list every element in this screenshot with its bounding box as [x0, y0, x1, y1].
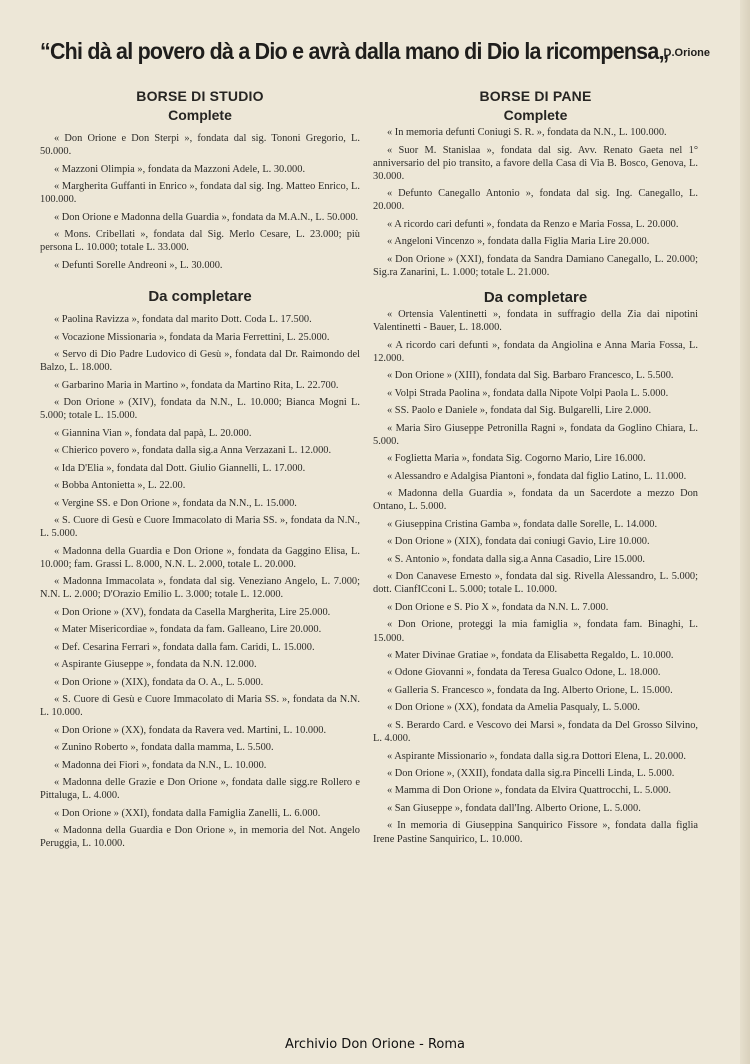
list-item: « Giannina Vian », fondata dal papà, L. 20.000. — [54, 427, 252, 439]
list-item: « Don Orione » (XIV), fondata da N.N., L. 10.000; Bianca Mogni L. 5.000; totale L. 15.000. — [40, 397, 360, 422]
list-item: « Maria Siro Giuseppe Petronilla Ragni », fondata da Goglino Chiara, L. 5.000. — [373, 422, 698, 447]
list-item: « Mazzoni Olimpia », fondata da Mazzoni Adele, L. 30.000. — [54, 163, 306, 175]
list-item: « Madonna della Guardia e Don Orione », fondata da Gaggino Elisa, L. 10.000; fam. Grassi L. 8.000, N.N. L. 2.000, totale L. 20.000. — [40, 545, 360, 570]
column-borse-di-pane — [373, 86, 698, 850]
list-item: « Giuseppina Cristina Gamba », fondata dalle Sorelle, L. 14.000. — [387, 518, 658, 530]
list-item: « Don Orione » (XIX), fondata dai coniugi Gavio, Lire 10.000. — [387, 536, 650, 548]
list-item: « San Giuseppe », fondata dall'Ing. Alberto Orione, L. 5.000. — [387, 802, 641, 814]
list-item: « Margherita Guffanti in Enrico », fondata dal sig. Ing. Matteo Enrico, L. 100.000. — [40, 181, 360, 206]
archive-footer: Archivio Don Orione - Roma — [284, 1037, 466, 1052]
list-item: « Don Orione, proteggi la mia famiglia », fondata fam. Binaghi, L. 15.000. — [373, 619, 698, 644]
list-item: « S. Antonio », fondata dalla sig.a Anna Casadio, Lire 15.000. — [387, 553, 645, 565]
list-item: « Volpi Strada Paolina », fondata dalla Nipote Volpi Paola L. 5.000. — [387, 387, 669, 399]
list-item: « S. Berardo Card. e Vescovo dei Marsi », fondata da Del Grosso Silvino, L. 4.000. — [373, 719, 698, 745]
motto-text: “Chi dà al povero dà a Dio e avrà dalla mano di Dio la ricompensa„ — [40, 38, 669, 64]
list-item: « Madonna delle Grazie e Don Orione », fondata dalle sigg.re Rollero e Pittaluga, L. 4.000. — [40, 777, 360, 802]
list-item: « Chierico povero », fondata dalla sig.a Anna Verzazani L. 12.000. — [54, 445, 332, 457]
list-item: « Aspirante Missionario », fondata dalla sig.ra Dottori Elena, L. 20.000. — [387, 750, 686, 762]
list-item: « S. Cuore di Gesù e Cuore Immacolato di Maria SS. », fondata da N.N. L. 10.000. — [40, 694, 360, 719]
list-item: « Don Orione e Don Sterpi », fondata dal sig. Tononi Gregorio, L. 50.000. — [40, 133, 360, 158]
list-item: « Mamma di Don Orione », fondata da Elvira Quattrocchi, L. 5.000. — [387, 785, 671, 797]
section-title-studio: BORSE DI STUDIO — [136, 88, 264, 104]
list-item: « Def. Cesarina Ferrari », fondata dalla fam. Caridi, L. 15.000. — [54, 641, 315, 653]
list-item: « Don Orione » (XIX), fondata da O. A., L. 5.000. — [54, 676, 264, 688]
list-item: « Don Orione » (XIII), fondata dal Sig. Barbaro Francesco, L. 5.500. — [387, 370, 674, 382]
list-item: « Zunino Roberto », fondata dalla mamma, L. 5.500. — [54, 742, 274, 754]
list-item: « Vocazione Missionaria », fondata da Maria Ferrettini, L. 25.000. — [54, 331, 330, 343]
list-item: « Ida D'Elia », fondata dal Dott. Giulio Giannelli, L. 17.000. — [54, 462, 306, 474]
list-item: « Madonna della Guardia », fondata da un Sacerdote a mezzo Don Ontano, L. 5.000. — [373, 488, 698, 513]
list-todo-pane — [373, 308, 698, 845]
subheading-todo-studio: Da completare — [148, 287, 252, 305]
list-item: « Don Orione » (XX), fondata da Amelia Pasqualy, L. 5.000. — [387, 702, 640, 714]
list-complete-pane — [373, 126, 698, 279]
list-item: « A ricordo cari defunti », fondata da Angiolina e Anna Maria Fossa, L. 12.000. — [373, 339, 698, 364]
list-item: « Don Orione e S. Pio X », fondata da N.N. L. 7.000. — [387, 601, 609, 613]
list-item: « Defunti Sorelle Andreoni », L. 30.000. — [54, 259, 223, 271]
list-item: « Alessandro e Adalgisa Piantoni », fondata dal figlio Latino, L. 11.000. — [387, 470, 687, 482]
list-item: « Madonna Immacolata », fondata dal sig. Veneziano Angelo, L. 7.000; N.N. L. 2.000; D'Orazio Emilio L. 3.000; totale L. 12.000. — [40, 576, 360, 601]
list-item: « Madonna dei Fiori », fondata da N.N., L. 10.000. — [54, 759, 267, 771]
list-item: « Don Orione e Madonna della Guardia », fondata da M.A.N., L. 50.000. — [54, 211, 359, 223]
list-item: « S. Cuore di Gesù e Cuore Immacolato di Maria SS. », fondata da N.N., L. 5.000. — [40, 515, 360, 540]
list-item: « Suor M. Stanislaa », fondata dal sig. Avv. Renato Gaeta nel 1° anniversario del pio transito, a favore della Casa di Via B. Bosco, Genova, L. 30.000. — [373, 144, 698, 182]
list-item: « Bobba Antonietta », L. 22.00. — [54, 480, 186, 492]
list-item: « Madonna della Guardia e Don Orione », in memoria del Not. Angelo Peruggia, L. 10.000. — [40, 825, 360, 850]
list-item: « Galleria S. Francesco », fondata da Ing. Alberto Orione, L. 15.000. — [387, 684, 673, 696]
list-item: « Foglietta Maria », fondata Sig. Cogorno Mario, Lire 16.000. — [387, 453, 646, 465]
list-item: « Odone Giovanni », fondata da Teresa Gualco Odone, L. 18.000. — [387, 667, 661, 679]
list-item: « Mater Misericordiae », fondata da fam. Galleano, Lire 20.000. — [54, 624, 322, 636]
list-item: « Ortensia Valentinetti », fondata in suffragio della Zia dai nipotini Valentinetti - Bauer, L. 18.000. — [373, 309, 698, 334]
list-item: « Vergine SS. e Don Orione », fondata da N.N., L. 15.000. — [54, 497, 297, 509]
motto-signature: D.Orione — [663, 47, 710, 59]
list-item: « Angeloni Vincenzo », fondata dalla Figlia Maria Lire 20.000. — [387, 236, 650, 248]
list-item: « Mons. Cribellati », fondata dal Sig. Merlo Cesare, L. 23.000; più persona L. 10.000; totale L. 33.000. — [40, 229, 360, 254]
subheading-todo-pane: Da completare — [483, 289, 588, 307]
motto-banner — [40, 38, 710, 65]
subheading-complete-studio: Complete — [168, 107, 232, 124]
column-borse-di-studio — [40, 86, 360, 855]
page-edge — [740, 0, 750, 1064]
list-complete-studio — [40, 132, 360, 272]
list-item: « In memoria di Giuseppina Sanquirico Fissore », fondata dalla figlia Irene Pastine Sanquirico, L. 10.000. — [373, 820, 698, 845]
list-item: « Don Orione », (XXII), fondata dalla sig.ra Pincelli Linda, L. 5.000. — [387, 768, 675, 779]
subheading-complete-pane: Complete — [503, 107, 568, 124]
list-item: « Garbarino Maria in Martino », fondata da Martino Rita, L. 22.700. — [54, 379, 339, 391]
list-item: « Paolina Ravizza », fondata dal marito Dott. Coda L. 17.500. — [54, 314, 312, 326]
list-item: « SS. Paolo e Daniele », fondata dal Sig. Bulgarelli, Lire 2.000. — [387, 405, 652, 417]
list-item: « Don Orione » (XXI), fondata dalla Famiglia Zanelli, L. 6.000. — [54, 807, 321, 819]
list-item: « Don Orione » (XXI), fondata da Sandra Damiano Canegallo, L. 20.000; Sig.ra Zanarini, L. 1.000; totale L. 21.000. — [373, 253, 698, 278]
list-todo-studio — [40, 313, 360, 850]
list-item: « Servo di Dio Padre Ludovico di Gesù », fondata dal Dr. Raimondo del Balzo, L. 18.000. — [40, 349, 360, 374]
list-item: « In memoria defunti Coniugi S. R. », fondata da N.N., L. 100.000. — [387, 127, 667, 139]
list-item: « Don Orione » (XX), fondata da Ravera ved. Martini, L. 10.000. — [54, 724, 327, 736]
list-item: « Defunto Canegallo Antonio », fondata dal sig. Ing. Canegallo, L. 20.000. — [373, 188, 698, 213]
list-item: « Don Orione » (XV), fondata da Casella Margherita, Lire 25.000. — [54, 606, 331, 618]
list-item: « A ricordo cari defunti », fondata da Renzo e Maria Fossa, L. 20.000. — [387, 218, 679, 230]
list-item: « Don Canavese Ernesto », fondata dal sig. Rivella Alessandro, L. 5.000; dott. CianfICconi L. 5.000; totale L. 10.000. — [373, 571, 698, 596]
list-item: « Aspirante Giuseppe », fondata da N.N. 12.000. — [54, 659, 257, 671]
section-title-pane: BORSE DI PANE — [479, 88, 592, 104]
list-item: « Mater Divinae Gratiae », fondata da Elisabetta Regaldo, L. 10.000. — [387, 650, 674, 661]
